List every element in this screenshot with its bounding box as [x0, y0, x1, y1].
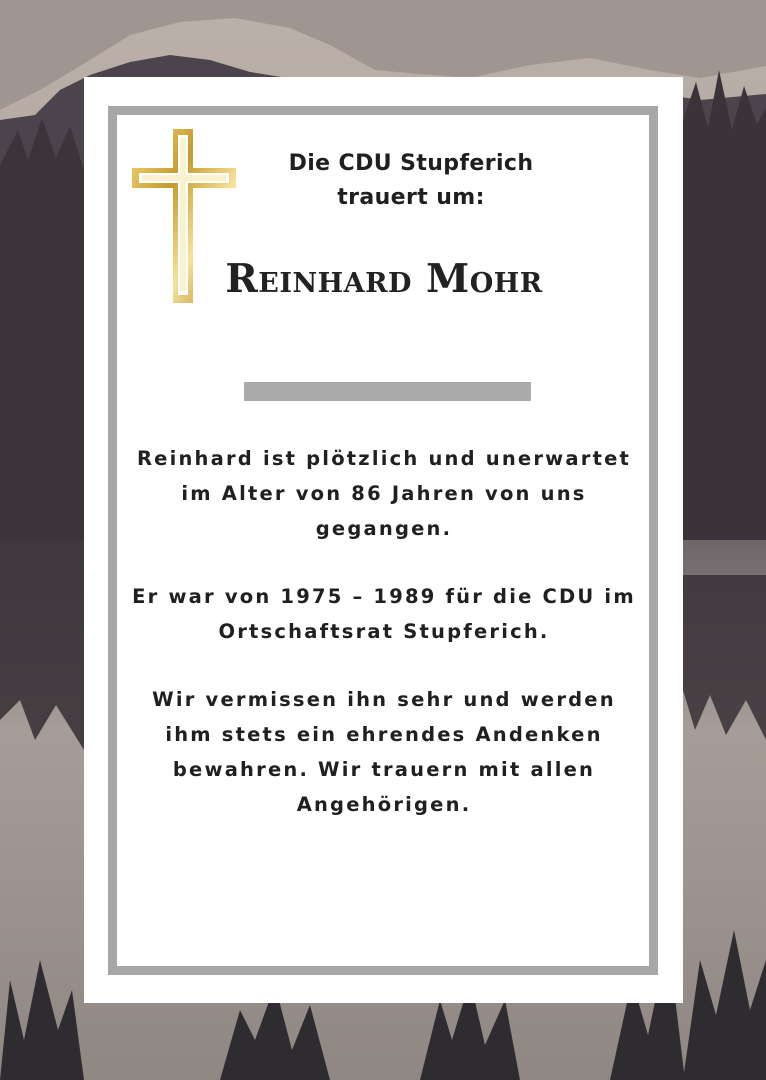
deceased-name: Reinhard Mohr: [225, 256, 543, 302]
notice-card: [84, 77, 683, 1003]
remembrance-paragraph: Wir vermissen ihn sehr und werden ihm stets ein ehrendes Andenken bewahren. Wir trauern mit allen Angehörigen.: [152, 688, 616, 816]
organization-line: Die CDU Stupferich: [288, 151, 534, 176]
service-paragraph: Er war von 1975 – 1989 für die CDU im Ortschaftsrat Stupferich.: [132, 585, 636, 643]
death-announcement-paragraph: Reinhard ist plötzlich und unerwartet im Alter von 86 Jahren von uns gegangen.: [136, 447, 632, 540]
mourning-line: trauert um:: [337, 185, 485, 210]
organization-mourning-heading: [254, 147, 568, 215]
decorative-divider: [244, 382, 531, 401]
